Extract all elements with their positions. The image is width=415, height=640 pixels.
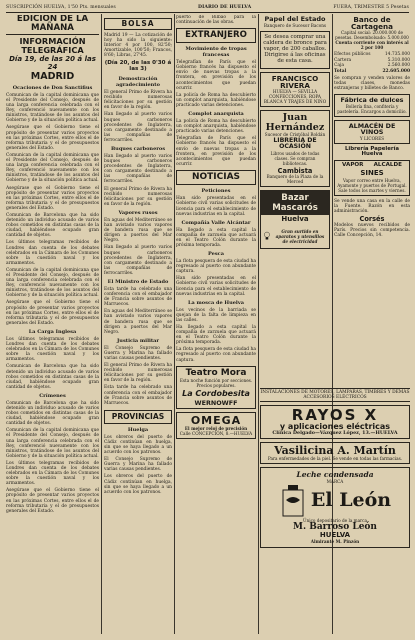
teatro-text: Esta noche función por secciones. Precios populares.	[179, 377, 253, 388]
milk-can-icon	[279, 484, 307, 518]
teatro-ad	[176, 366, 256, 409]
vapor-ad	[334, 160, 410, 196]
article-text: Se compran y venden valores de todas clases, monedas extranjeras y billetes de Banco.	[334, 76, 410, 92]
article-text: En aguas del Mediterráneo se han avistado varios vapores de bandera rusa que se dirigen a puertos del Mar Negro.	[104, 309, 172, 335]
rayos-title: RAYOS X	[291, 406, 379, 424]
value-label: Caja	[334, 63, 344, 69]
article-text: Comunican de la capital dominicana que el Presidente del Consejo, después de una larga conferencia celebrada con el Rey, conferenció nuevamente con los ministros, tratándose de los asuntos del Gobierno y de la situación política actual.	[6, 428, 99, 459]
omega-title: OMEGA	[190, 414, 242, 428]
omega-text: El mejor reloj de precisión	[184, 426, 248, 432]
bazar-title: Bazar Mascarós	[261, 191, 329, 215]
edition-title: EDICIÓN DE LA MAÑANA	[6, 15, 99, 35]
column-rule	[258, 14, 259, 634]
column-news	[104, 15, 172, 635]
article-text: El Consejo Supremo de Guerra y Marina ha fallado varias causas pendientes.	[104, 457, 172, 473]
article-text: Comunican de la capital dominicana que el Presidente del Consejo, después de una larga conferencia celebrada con el Rey, conferenció nuevamente con los ministros, tratándose de los asuntos del Gobierno y de la situación política actual.	[6, 267, 99, 299]
subheading: Ocaciones de Don Sanctifius	[12, 84, 93, 91]
article-text: El general Primo de Rivera ha recibido numerosas felicitaciones por su gestión en favor de la región.	[104, 363, 172, 384]
leon-dealer: M. Barroso León	[293, 521, 377, 532]
vasilicina-ad	[260, 442, 410, 464]
article-text: La flota pesquera de esta ciudad ha regresado al puerto con abundante captura.	[176, 347, 256, 363]
subheading: El Ministro de Estado	[107, 278, 169, 285]
city-heading: MADRID	[30, 70, 75, 82]
article-text: La flota pesquera de esta ciudad ha regresado al puerto con abundante captura.	[176, 259, 256, 275]
sines-title: SINES	[360, 168, 384, 177]
leche-title: Leche condensada	[296, 470, 374, 479]
libreria-huelva-title: Librería Papelería Huelva	[344, 145, 400, 157]
caldera-text: Se desea comprar una caldera de bronce para vapor, de 200 caballos. Dirigirse á las oficinas de esta casa.	[263, 33, 327, 64]
dateline: Día 19, de las 20 á las 24	[9, 55, 96, 71]
article-text: Se vende una casa en la calle de la Fuente. Razón en esta administración.	[334, 198, 410, 215]
clinica-text: Clínica Delgado—Vázquez López, 13.—HUELVA	[272, 430, 398, 436]
leon-city: HUELVA	[319, 530, 351, 539]
value-amount: 22.605.000	[382, 68, 410, 74]
dulces-title: Fábrica de dulces	[340, 96, 404, 105]
banco-values	[334, 52, 410, 74]
cordobesita-title: La Cordobesita	[182, 388, 250, 398]
article-text: Asegúrase que el Gobierno tiene el propósito de presentar varios proyectos en las próximas Cortes, entre ellos el de reforma tributaria y el de presupuestos generales del Estado.	[6, 185, 99, 211]
rayos-aplicaciones: y aplicaciones eléctricas	[279, 422, 391, 431]
value-label: Total	[334, 68, 347, 74]
column-foreign	[176, 15, 256, 635]
article-text: Comunican de Barcelona que ha sido detenido un individuo acusado de varios robos cometidos en distintas casas de la ciudad, habiéndose ocupado gran cantidad de objetos.	[6, 364, 99, 390]
article-text: Comunican de la capital dominicana que el Presidente del Consejo, después de una larga conferencia celebrada con el Rey, conferenció nuevamente con los ministros, tratándose de los asuntos del Gobierno y de la situación política actual.	[6, 92, 99, 124]
article-text: El general Primo de Rivera ha recibido numerosas felicitaciones por su gestión en favor de la región.	[104, 186, 172, 207]
subheading: La mosca de Huelva	[188, 299, 244, 306]
value-amount: 14.735.000	[384, 52, 410, 58]
subheading: Vapores rusos	[118, 209, 158, 216]
article-text: La policía de Roma ha descubierto un complot anarquista, habiéndose practicado varias detenciones.	[176, 119, 256, 135]
dateline: (Día 20, de las 0'30 á las 3)	[104, 60, 172, 73]
subheading: Crímenes	[39, 392, 66, 399]
masthead-subscription: SUSCRIPCIÓN HUELVA, 1'50 Pts. mensuales	[6, 4, 116, 10]
caldera-ad	[260, 31, 330, 69]
hernandez-ad	[260, 110, 330, 187]
article-text: Asegúrase que el Gobierno tiene el propósito de presentar varios proyectos en las próximas Cortes, entre ellos el de reforma tributaria y el de presupuestos generales del Estado.	[6, 125, 99, 151]
extranjero-title: EXTRANJERO	[185, 30, 247, 41]
hernandez-sub: Sucesor de Cristóbal Roldán	[264, 132, 326, 138]
cambista-title: Cambista	[277, 166, 313, 175]
article-text: Madrid 19 — La cotización de hoy ha sido la siguiente: Interior 4 por 100, 82'50; Amortizable, 100'50; Francos, 8'60; Libras, 27'45.	[104, 32, 172, 59]
column-telegraphic	[6, 15, 99, 635]
leche-marca: MARCA	[326, 478, 344, 484]
vasilicina-text: Para enfermedades de la piel. Se vende en todas las farmacias.	[267, 456, 403, 461]
article-text: Comunican de Barcelona que ha sido detenido un individuo acusado de varios robos cometidos en distintas casas de la ciudad, habiéndose ocupado gran cantidad de objetos.	[6, 212, 99, 239]
noticias-title: NOTICIAS	[191, 171, 241, 182]
masthead	[6, 2, 409, 13]
article-text: El general Primo de Rivera ha recibido numerosas felicitaciones por su gestión en favor de la región.	[104, 90, 172, 111]
leche-text: Único depositario de la marca	[303, 517, 367, 523]
subheading: Compañía Valle Alcántar	[181, 219, 251, 226]
article-text: Telegrafían de París que el Gobierno francés ha dispuesto el envío de nuevas tropas a la frontera, en previsión de los acontecimientos que puedan ocurrir.	[176, 136, 256, 167]
rivera-city: HUELVA — SEVILLA	[272, 88, 318, 94]
article-text: Los últimos telegramas recibidos de Londres dan cuenta de los debates celebrados en la Cámara de los Comunes sobre la cuestión naval y los armamentos.	[6, 336, 99, 363]
bazar-text: Gran surtido en aparatos y utensilios de electricidad	[275, 228, 325, 244]
article-text: Comunican de Barcelona que ha sido detenido un individuo acusado de varios robos cometidos en distintas casas de la ciudad, habiéndose ocupado gran cantidad de objetos.	[6, 400, 99, 427]
provincias-title: PROVINCIAS	[111, 411, 165, 421]
masthead-title: DIARIO DE HUELVA	[197, 4, 252, 10]
article-text: En aguas del Mediterráneo se han avistado varios vapores de bandera rusa que se dirigen a puertos del Mar Negro.	[104, 217, 172, 244]
dulces-ad	[334, 94, 410, 116]
masthead-trimestre: FUERA, TRIMESTRE 5 Pesetas	[333, 4, 409, 10]
teatro-title: Teatro Mora	[185, 367, 247, 378]
article-text: Esta tarde ha celebrado una conferencia con el embajador de Francia sobre asuntos de Marruecos.	[104, 385, 172, 406]
leche-ad	[260, 467, 410, 548]
value-amount: 2.560.000	[387, 63, 410, 69]
value-amount: 5.310.000	[387, 57, 410, 63]
article-text: Esta tarde ha celebrado una conferencia con el embajador de Francia sobre asuntos de Marruecos.	[104, 286, 172, 308]
article-text: Asegúrase que el Gobierno tiene el propósito de presentar varios proyectos en las próximas Cortes, entre ellos el de reforma tributaria y el de presupuestos generales del Estado.	[6, 300, 99, 326]
article-text: Comunican de la capital dominicana que el Presidente del Consejo, después de una larga conferencia celebrada con el Rey, conferenció nuevamente con los ministros, tratándose de los asuntos del Gobierno y de la situación política actual.	[6, 152, 99, 184]
bazar-city: Huelva	[281, 215, 309, 224]
subheading: Demostración agradecimiento	[116, 76, 160, 89]
leon-address: Almirante M. Pinzón	[310, 538, 360, 544]
subheading: Buques carboneros	[110, 146, 166, 152]
bolsa-title: BOLSA	[121, 19, 155, 28]
el-leon-title: El León	[310, 489, 392, 511]
article-text: Los vecinos de la barriada se quejan de la falta de limpieza en las calles.	[176, 307, 256, 323]
rivera-ad	[260, 72, 330, 107]
extranjero-box	[176, 28, 256, 43]
subheading: Movimiento de tropas francesas	[185, 46, 247, 59]
article-text: Los últimos telegramas recibidos de Londres dan cuenta de los debates celebrados en la Cámara de los Comunes sobre la cuestión naval y los armamentos.	[6, 240, 99, 266]
bolsa-box	[104, 18, 172, 30]
column-rule	[101, 14, 102, 634]
subheading: Justicia militar	[116, 337, 160, 344]
wernow-title: WERNOWFF	[194, 398, 238, 407]
article-text: Han llegado al puerto varios buques carboneros procedentes de Inglaterra, con cargamento destinado a las compañías de ferrocarriles.	[104, 245, 172, 276]
corsets-title: Corsés	[359, 215, 385, 224]
banco-deposit: Cuenta corriente con interés al 2 por 100	[335, 40, 409, 51]
alcalde-label: ALCALDE	[373, 162, 402, 169]
instalaciones-text: INSTALACIONES DE MOTORES, LÁMPARAS, TIMBRES Y DEMÁS ACCESORIOS ELÉCTRICOS	[260, 390, 410, 400]
value-row	[334, 69, 410, 74]
article-text: Han llegado al puerto varios buques carboneros procedentes de Inglaterra, con cargamento destinado a las compañías de ferrocarriles.	[104, 112, 172, 143]
rivera-text: CONFECCIONES, ROPA BLANCA Y TRAJES DE NIÑO	[263, 93, 327, 104]
headline: INFORMACIÓN TELEGRÁFICA	[19, 36, 86, 55]
article-text: Asegúrase que el Gobierno tiene el propósito de presentar varios proyectos en las próximas Cortes, entre ellos el de reforma tributaria y el de presupuestos generales del Estado.	[6, 488, 99, 514]
subheading: Pesca	[208, 251, 224, 258]
banco-text: Capital social: 20.000.000 de pesetas. Desembolsado: 5.000.000	[335, 30, 409, 41]
column-rule	[174, 14, 175, 634]
provincias-box	[104, 410, 172, 424]
value-label: Cartera	[334, 57, 352, 63]
lightbulb-icon	[263, 226, 271, 246]
article-text: puerto de Bilbao para la continuación de las obras.	[176, 15, 256, 26]
vapor-label: VAPOR	[342, 162, 364, 169]
vinos-ad	[334, 120, 410, 144]
omega-ad	[176, 412, 256, 439]
article-text: Han sido presentadas en el Gobierno civil varias solicitudes de licencia para el establecimiento de nuevas industrias en la capital.	[176, 196, 256, 217]
subheading: Huelga	[127, 426, 149, 433]
papel-sub: Banquero de Sucesor Bacons	[263, 22, 327, 28]
dulces-text: Bollería fina, confitería y pastelería. Encargos a domicilio.	[337, 103, 407, 114]
noticias-box	[176, 170, 256, 185]
subheading: Peticiones	[201, 188, 231, 195]
rivera-title: FRANCISCO RIVERA	[271, 73, 319, 90]
subheading: La Carga Inglesa	[28, 328, 77, 335]
lower-right-ads	[260, 388, 410, 551]
omega-address: Calle CONCEPCIÓN, 8.—HUELVA	[179, 431, 253, 437]
libreria-text: Libros usados de todas clases. Se compran bibliotecas.	[270, 150, 320, 166]
article-text: Los últimos telegramas recibidos de Londres dan cuenta de los debates celebrados en la Cámara de los Comunes sobre la cuestión naval y los armamentos.	[6, 460, 99, 487]
rayos-ad	[260, 405, 410, 439]
hernandez-title: Juan Hernández	[265, 111, 325, 133]
cambista-sub: Banquero de la Plaza de la Merced	[266, 174, 324, 185]
column-bank	[334, 15, 410, 385]
sines-text: Vapor correo entre Huelva, Ayamonte y puertos de Portugal. Sale todos los martes y viernes.	[337, 177, 407, 193]
article-text: Ha llegado a esta capital la compañía de zarzuela que actuará en el Teatro Colón durante la próxima temporada.	[176, 227, 256, 248]
article-text: Han llegado al puerto varios buques carboneros procedentes de Inglaterra, con cargamento destinado a las compañías de ferrocarriles.	[104, 154, 172, 185]
subheading: Complot anarquista	[188, 111, 244, 118]
value-label: Efectos públicos	[334, 52, 371, 58]
vasilicina-title: Vasilicina A. Martín	[274, 444, 396, 457]
article-text: Los obreros del puerto de Cádiz continúan en huelga, sin que se haya llegado a un acuerdo con los patronos.	[104, 434, 172, 456]
banco-title: Banco de Cartagena	[351, 15, 393, 32]
article-text: Telegrafían de París que el Gobierno francés ha dispuesto el envío de nuevas tropas a la frontera, en previsión de los acontecimientos que puedan ocurrir.	[176, 60, 256, 91]
article-text: El Consejo Supremo de Guerra y Marina ha fallado varias causas pendientes.	[104, 345, 172, 361]
article-text: Los obreros del puerto de Cádiz continúan en huelga, sin que se haya llegado a un acuerdo con los patronos.	[104, 474, 172, 495]
article-text: La policía de Roma ha descubierto un complot anarquista, habiéndose practicado varias detenciones.	[176, 92, 256, 108]
vinos-sub: Y LICORES	[359, 135, 385, 141]
libreria-title: LIBRERÍA DE OCASIÓN	[273, 137, 317, 151]
article-text: Han sido presentadas en el Gobierno civil varias solicitudes de licencia para el establecimiento de nuevas industrias en la capital.	[176, 276, 256, 297]
papel-title: Papel del Estado	[264, 15, 326, 23]
article-text: Ha llegado a esta capital la compañía de zarzuela que actuará en el Teatro Colón durante la próxima temporada.	[176, 325, 256, 346]
bazar-ad	[260, 190, 330, 249]
article-text: Modelos nuevos recibidos de París. Precios sin competencia. Calle Concepción, 14.	[334, 222, 410, 238]
vinos-title: ALMACÉN DE VINOS	[348, 121, 396, 137]
